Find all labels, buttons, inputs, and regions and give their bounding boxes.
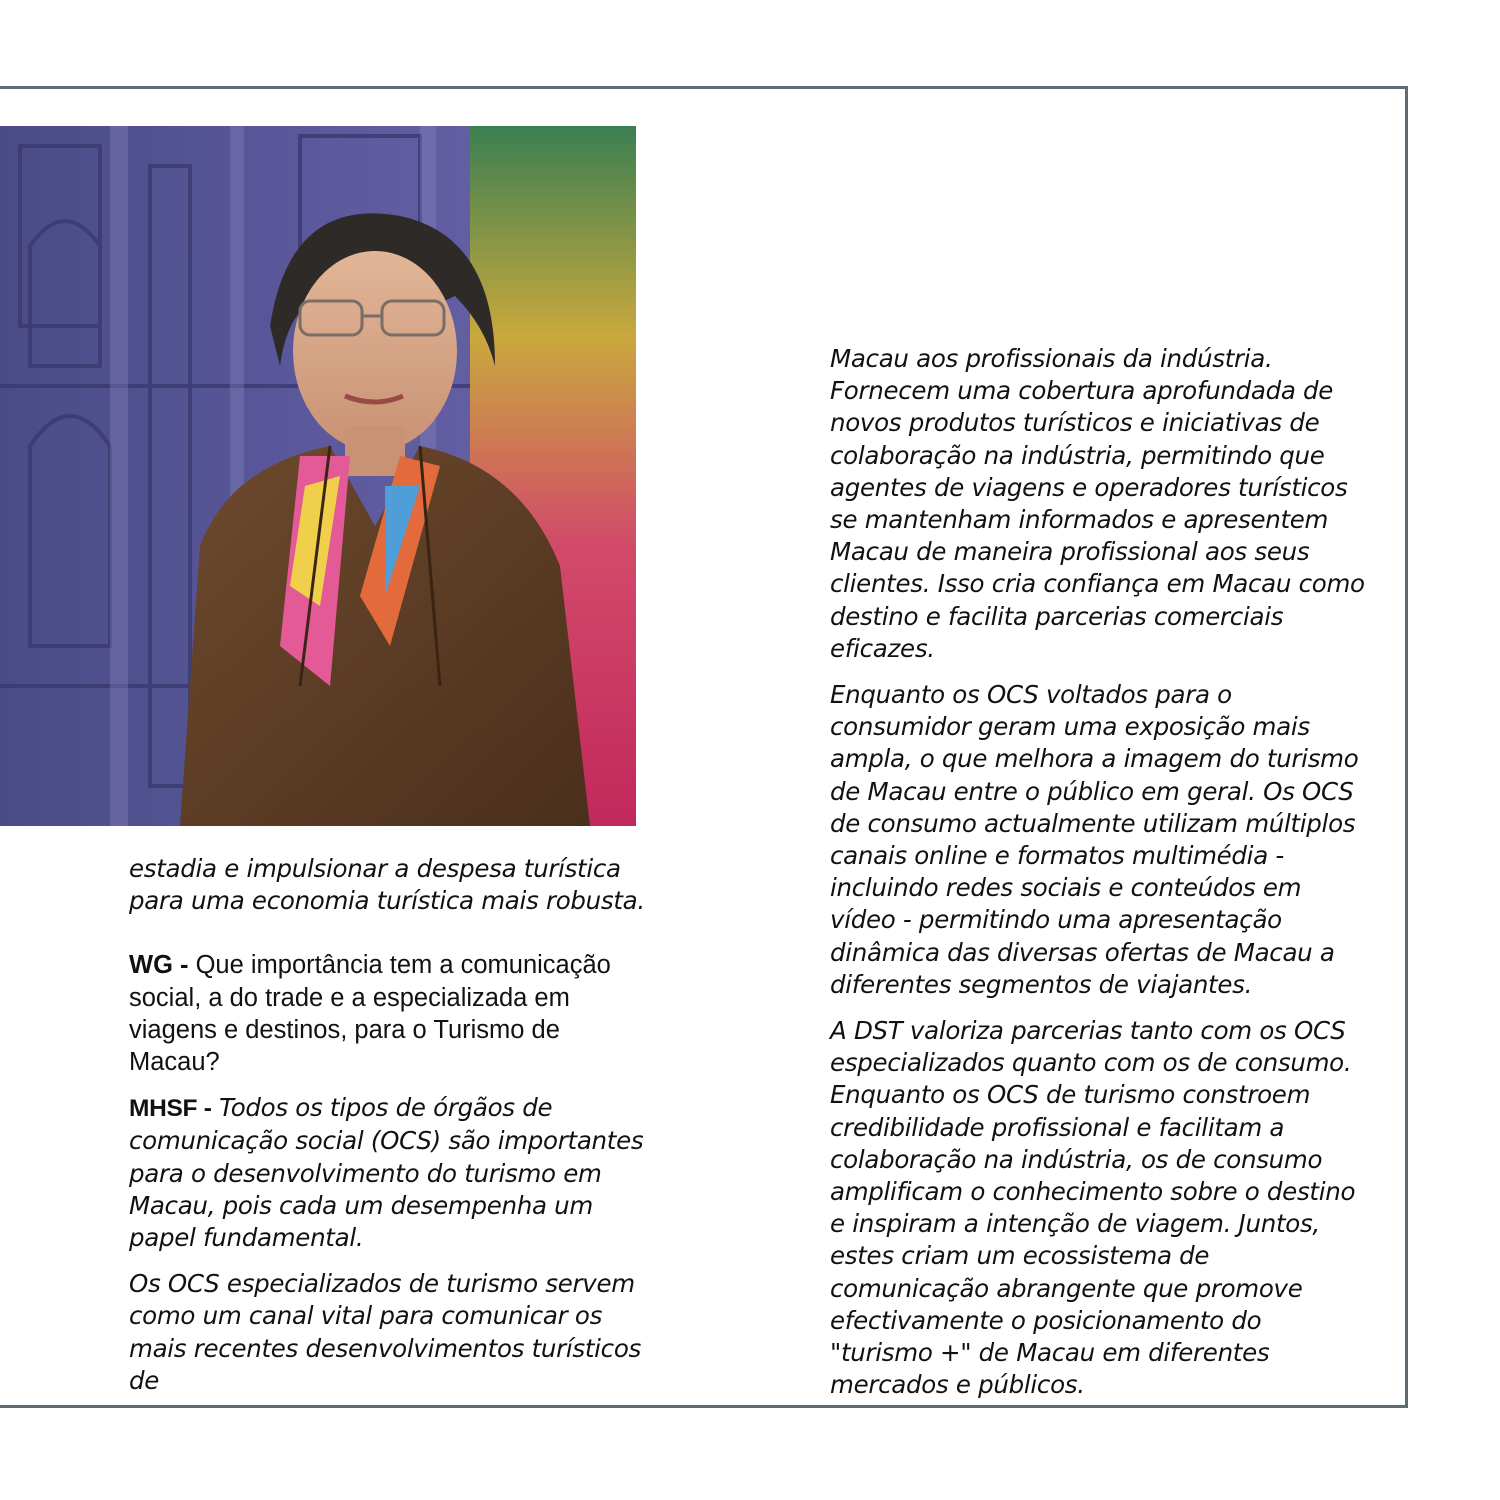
left-paragraph-2: Os OCS especializados de turismo servem como um canal vital para comunicar os mais recentes desenvolvimentos turísticos de — [129, 1269, 642, 1395]
right-column — [830, 343, 1370, 1416]
right-paragraph-3: A DST valoriza parcerias tanto com os OCS especializados quanto com os de consumo. Enquanto os OCS de turismo constroem credibilidade profissional e facilitam a colaboração na indústria, os de consumo amplificam o conhecimento sobre o destino e inspiram a intenção de viagem. Juntos, estes criam um ecossistema de comunicação abrangente que promove efectivamente o posicionamento do "turismo +" de Macau em diferentes mercados e públicos. — [830, 1016, 1356, 1400]
answer-paragraph — [129, 1092, 651, 1254]
portrait-photo — [0, 126, 636, 826]
question-text: Que importância tem a comunicação social, a do trade e a especializada em viagens e destinos, para o Turismo de Macau? — [129, 951, 611, 1077]
answer-text: Todos os tipos de órgãos de comunicação social (OCS) são importantes para o desenvolvimento do turismo em Macau, pois cada um desempenha um papel fundamental. — [129, 1093, 644, 1253]
answer-speaker: MHSF - — [129, 1095, 212, 1123]
left-paragraph-1: estadia e impulsionar a despesa turística para uma economia turística mais robusta. — [129, 854, 645, 916]
question-speaker: WG - — [129, 951, 189, 980]
right-paragraph-1: Macau aos profissionais da indústria. Fornecem uma cobertura aprofundada de novos produtos turísticos e iniciativas de colaboração na indústria, permitindo que agentes de viagens e operadores turísticos se mantenham informados e apresentem Macau de maneira profissional aos seus clientes. Isso cria confiança em Macau como destino e facilita parcerias comerciais eficazes. — [830, 344, 1365, 663]
left-column — [129, 853, 651, 1411]
portrait-illustration — [0, 126, 636, 826]
right-paragraph-2: Enquanto os OCS voltados para o consumidor geram uma exposição mais ampla, o que melhora a imagem do turismo de Macau entre o público em geral. Os OCS de consumo actualmente utilizam múltiplos canais online e formatos multimédia - incluindo redes sociais e conteúdos em vídeo - permitindo uma apresentação dinâmica das diversas ofertas de Macau a diferentes segmentos de viajantes. — [830, 680, 1359, 999]
question-paragraph — [129, 949, 651, 1078]
